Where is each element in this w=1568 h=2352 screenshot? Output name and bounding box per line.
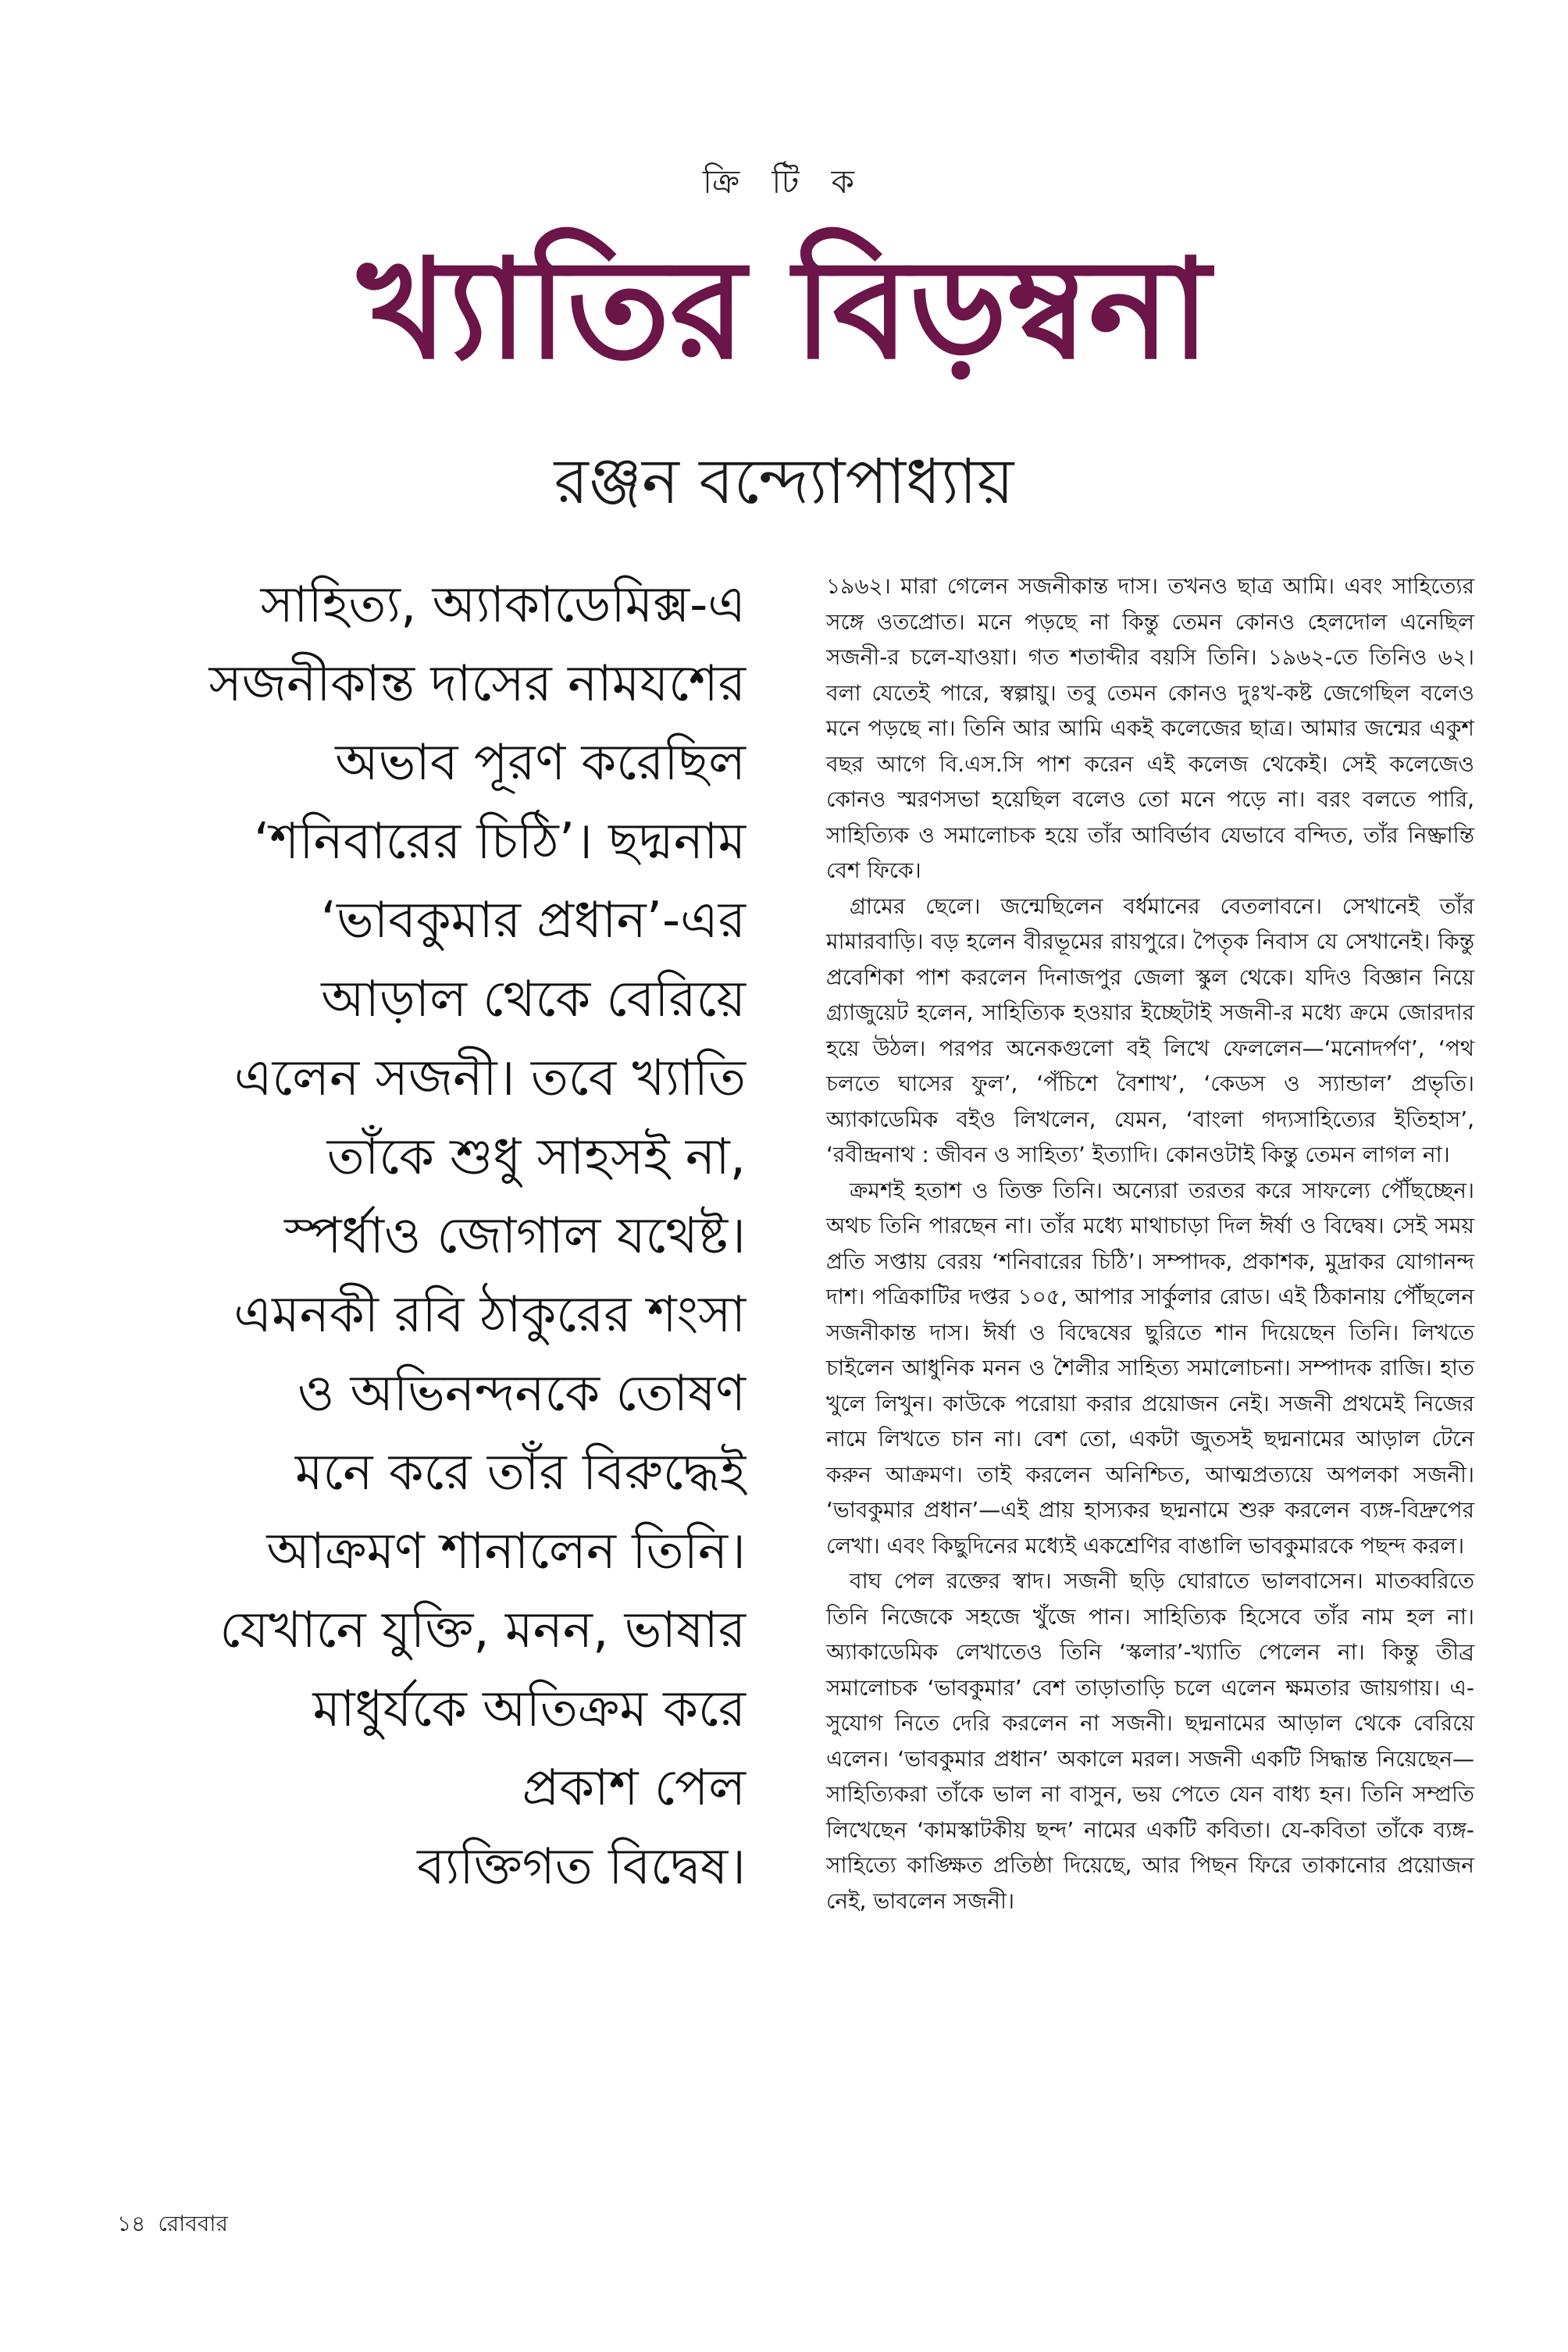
body-paragraph: গ্রামের ছেলে। জন্মেছিলেন বর্ধমানের বেতলাবনে। সেখানেই তাঁর মামারবাড়ি। বড় হলেন বীরভূমের রায়পুরে। পৈতৃক নিবাস যে সেখানেই। কিন্তু প্রবেশিকা পাশ করলেন দিনাজপুর জেলা স্কুল থেকে। যদিও বিজ্ঞান নিয়ে গ্র্যাজুয়েট হলেন, সাহিত্যিক হওয়ার ইচ্ছেটাই সজনী-র মধ্যে ক্রমে জোরদার হয়ে উঠল। পরপর অনেকগুলো বই লিখে ফেললেন—‘মনোদর্পণ’, ‘পথ চলতে ঘাসের ফুল’, ‘পঁচিশে বৈশাখ’, ‘কেডস ও স্যান্ডাল’ প্রভৃতি। অ্যাকাডেমিক বইও লিখলেন, যেমন, ‘বাংলা গদ্যসাহিত্যের ইতিহাস’, ‘রবীন্দ্রনাথ : জীবন ও সাহিত্য’ ইত্যাদি। কোনওটাই কিন্তু তেমন লাগল না। (826, 893, 1474, 1167)
pull-quote-line: ‘ভাবকুমার প্রধান’-এর (320, 892, 746, 950)
pull-quote-line: ‘শনিবারের চিঠি’। ছদ্মনাম (254, 813, 746, 871)
pull-quote-line: স্পর্ধাও জোগাল যথেষ্ট। (284, 1207, 746, 1265)
magazine-name: রোববার (158, 2211, 228, 2236)
section-label: ক্রি টি ক (702, 162, 866, 201)
body-paragraph: ১৯৬২। মারা গেলেন সজনীকান্ত দাস। তখনও ছাত্র আমি। এবং সাহিত্যের সঙ্গে ওতপ্রোত। মনে পড়ছে না কিন্তু তেমন কোনও হেলদোল এনেছিল সজনী-র চলে-যাওয়া। গত শতাব্দীর বয়সি তিনি। ১৯৬২-তে তিনিও ৬২। বলা যেতেই পারে, স্বল্পায়ু। তবু তেমন কোনও দুঃখ-কষ্ট জেগেছিল বলেও মনে পড়ছে না। তিনি আর আমি একই কলেজের ছাত্র। আমার জন্মের একুশ বছর আগে বি.এস.সি পাশ করেন এই কলেজ থেকেই। সেই কলেজেও কোনও স্মরণসভা হয়েছিল বলেও তো মনে পড়ে না। বরং বলতে পারি, সাহিত্যিক ও সমালোচক হয়ে তাঁর আবির্ভাব যেভাবে বন্দিত, তাঁর নিষ্ক্রান্তি বেশ ফিকে। (826, 573, 1474, 883)
pull-quote-line: সাহিত্য, অ্যাকাডেমিক্স-এ (260, 576, 746, 634)
pull-quote-line: মাধুর্যকে অতিক্রম করে (312, 1680, 746, 1738)
page-number: ১৪ (117, 2211, 146, 2236)
pull-quote-line: আড়াল থেকে বেরিয়ে (321, 971, 746, 1028)
pull-quote-line: এলেন সজনী। তবে খ্যাতি (233, 1049, 746, 1107)
pull-quote (109, 566, 746, 1907)
pull-quote-line: ব্যক্তিগত বিদ্বেষ। (417, 1838, 746, 1896)
article-body (826, 568, 1474, 1919)
pull-quote-line: প্রকাশ পেল (522, 1759, 746, 1817)
pull-quote-line: তাঁকে শুধু সাহসই না, (326, 1128, 746, 1186)
page-footer (117, 2207, 228, 2243)
pull-quote-line: যেখানে যুক্তি, মনন, ভাষার (219, 1602, 746, 1659)
pull-quote-line: সজনীকান্ত দাসের নামযশের (208, 655, 746, 713)
pull-quote-line: অভাব পূরণ করেছিল (335, 734, 746, 792)
author-byline: রঞ্জন বন্দ্যোপাধ্যায় (554, 445, 1014, 518)
pull-quote-line: মনে করে তাঁর বিরুদ্ধেই (295, 1444, 746, 1502)
pull-quote-line: ও অভিনন্দনকে তোষণ (298, 1365, 746, 1423)
body-paragraph: বাঘ পেল রক্তের স্বাদ। সজনী ছড়ি ঘোরাতে ভালবাসেন। মাতব্বরিতে তিনি নিজেকে সহজে খুঁজে পান। সাহিত্যিক হিসেবে তাঁর নাম হল না। অ্যাকাডেমিক লেখাতেও তিনি ‘স্কলার’-খ্যাতি পেলেন না। কিন্তু তীব্র সমালোচক ‘ভাবকুমার’ বেশ তাড়াতাড়ি চলে এলেন ক্ষমতার জায়গায়। এ-সুযোগ নিতে দেরি করলেন না সজনী। ছদ্মনামের আড়াল থেকে বেরিয়ে এলেন। ‘ভাবকুমার প্রধান’ অকালে মরল। সজনী একটি সিদ্ধান্ত নিয়েছেন—সাহিত্যিকরা তাঁকে ভাল না বাসুন, ভয় পেতে যেন বাধ্য হন। তিনি সম্প্রতি লিখেছেন ‘কামস্কাটকীয় ছন্দ’ নামের একটি কবিতা। যে-কবিতা তাঁকে ব্যঙ্গ-সাহিত্যে কাঙ্ক্ষিত প্রতিষ্ঠা দিয়েছে, আর পিছন ফিরে তাকানোর প্রয়োজন নেই, ভাবলেন সজনী। (826, 1568, 1474, 1914)
pull-quote-line: এমনকী রবি ঠাকুরের শংসা (233, 1286, 746, 1344)
pull-quote-line: আক্রমণ শানালেন তিনি। (266, 1523, 746, 1580)
body-paragraph: ক্রমশই হতাশ ও তিক্ত তিনি। অন্যেরা তরতর করে সাফল্যে পৌঁছচ্ছেন। অথচ তিনি পারছেন না। তাঁর মধ্যে মাথাচাড়া দিল ঈর্ষা ও বিদ্বেষ। সেই সময় প্রতি সপ্তায় বেরয় ‘শনিবারের চিঠি’। সম্পাদক, প্রকাশক, মুদ্রাকর যোগানন্দ দাশ। পত্রিকাটির দপ্তর ১০৫, আপার সার্কুলার রোড। এই ঠিকানায় পৌঁছলেন সজনীকান্ত দাস। ঈর্ষা ও বিদ্বেষের ছুরিতে শান দিয়েছেন তিনি। লিখতে চাইলেন আধুনিক মনন ও শৈলীর সাহিত্য সমালোচনা। সম্পাদক রাজি। হাত খুলে লিখুন। কাউকে পরোয়া করার প্রয়োজন নেই। সজনী প্রথমেই নিজের নামে লিখতে চান না। বেশ তো, একটা জুতসই ছদ্মনামের আড়াল টেনে করুন আক্রমণ। তাই করলেন অনিশ্চিত, আত্মপ্রত্যয়ে অপলকা সজনী। ‘ভাবকুমার প্রধান’—এই প্রায় হাস্যকর ছদ্মনামে শুরু করলেন ব্যঙ্গ-বিদ্রুপের লেখা। এবং কিছুদিনের মধ্যেই একশ্রেণির বাঙালি ভাবকুমারকে পছন্দ করল। (826, 1177, 1474, 1559)
article-title: খ্যাতির বিড়ম্বনা (358, 230, 1210, 390)
